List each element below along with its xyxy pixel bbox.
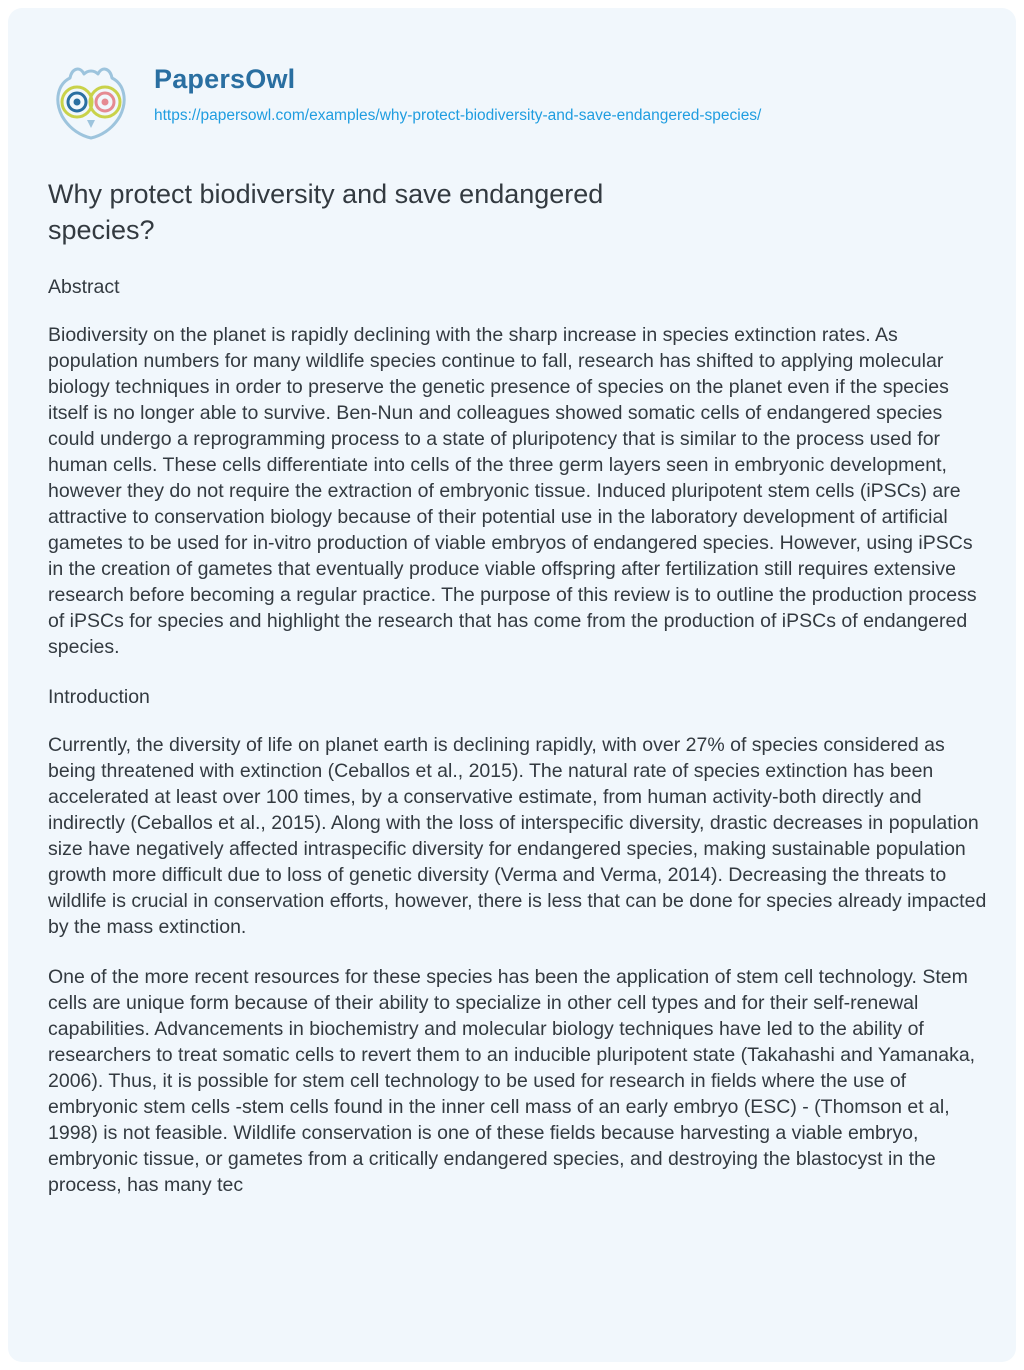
page-url-link[interactable]: https://papersowl.com/examples/why-protect-biodiversity-and-save-endangered-species/: [154, 107, 762, 124]
owl-logo-icon[interactable]: [48, 62, 134, 142]
brand-name[interactable]: PapersOwl: [154, 64, 296, 94]
page-title: Why protect biodiversity and save endangered species?: [48, 179, 604, 245]
section-heading-abstract: Abstract: [48, 276, 120, 298]
introduction-paragraph-1: Currently, the diversity of life on planet earth is declining rapidly, with over 27% of species considered as being threatened with extinction (Ceballos et al., 2015). The natural rate of species extinction has been accelerated at least over 100 times, by a conservative estimate, from human activity-both directly and indirectly (Ceballos et al., 2015). Along with the loss of interspecific diversity, drastic decreases in population size have negatively affected intraspecific diversity for endangered species, making sustainable population growth more difficult due to loss of genetic diversity (Verma and Verma, 2014). Decreasing the threats to wildlife is crucial in conservation efforts, however, there is less that can be done for species already impacted by the mass extinction.: [48, 734, 987, 938]
site-header: [48, 62, 988, 142]
section-heading-introduction: Introduction: [48, 686, 150, 708]
abstract-paragraph: Biodiversity on the planet is rapidly declining with the sharp increase in species extinction rates. As population numbers for many wildlife species continue to fall, research has shifted to applying molecular biology techniques in order to preserve the genetic presence of species on the planet even if the species itself is no longer able to survive. Ben-Nun and colleagues showed somatic cells of endangered species could undergo a reprogramming process to a state of pluripotency that is similar to the process used for human cells. These cells differentiate into cells of the three germ layers seen in embryonic development, however they do not require the extraction of embryonic tissue. Induced pluripotent stem cells (iPSCs) are attractive to conservation biology because of their potential use in the laboratory development of artificial gametes to be used for in-vitro production of viable embryos of endangered species. However, using iPSCs in the creation of gametes that eventually produce viable offspring after fertilization still requires extensive research before becoming a regular practice. The purpose of this review is to outline the production process of iPSCs for species and highlight the research that has come from the production of iPSCs of endangered species.: [48, 324, 977, 658]
document-page: [8, 8, 1016, 1362]
document-body: [48, 274, 988, 1198]
introduction-paragraph-2: One of the more recent resources for these species has been the application of stem cell technology. Stem cells are unique form because of their ability to specialize in other cell types and for their self-renewal capabilities. Advancements in biochemistry and molecular biology techniques have led to the ability of researchers to treat somatic cells to revert them to an inducible pluripotent state (Takahashi and Yamanaka, 2006). Thus, it is possible for stem cell technology to be used for research in fields where the use of embryonic stem cells -stem cells found in the inner cell mass of an early embryo (ESC) - (Thomson et al, 1998) is not feasible. Wildlife conservation is one of these fields because harvesting a viable embryo, embryonic tissue, or gametes from a critically endangered species, and destroying the blastocyst in the process, has many tec: [48, 966, 976, 1196]
